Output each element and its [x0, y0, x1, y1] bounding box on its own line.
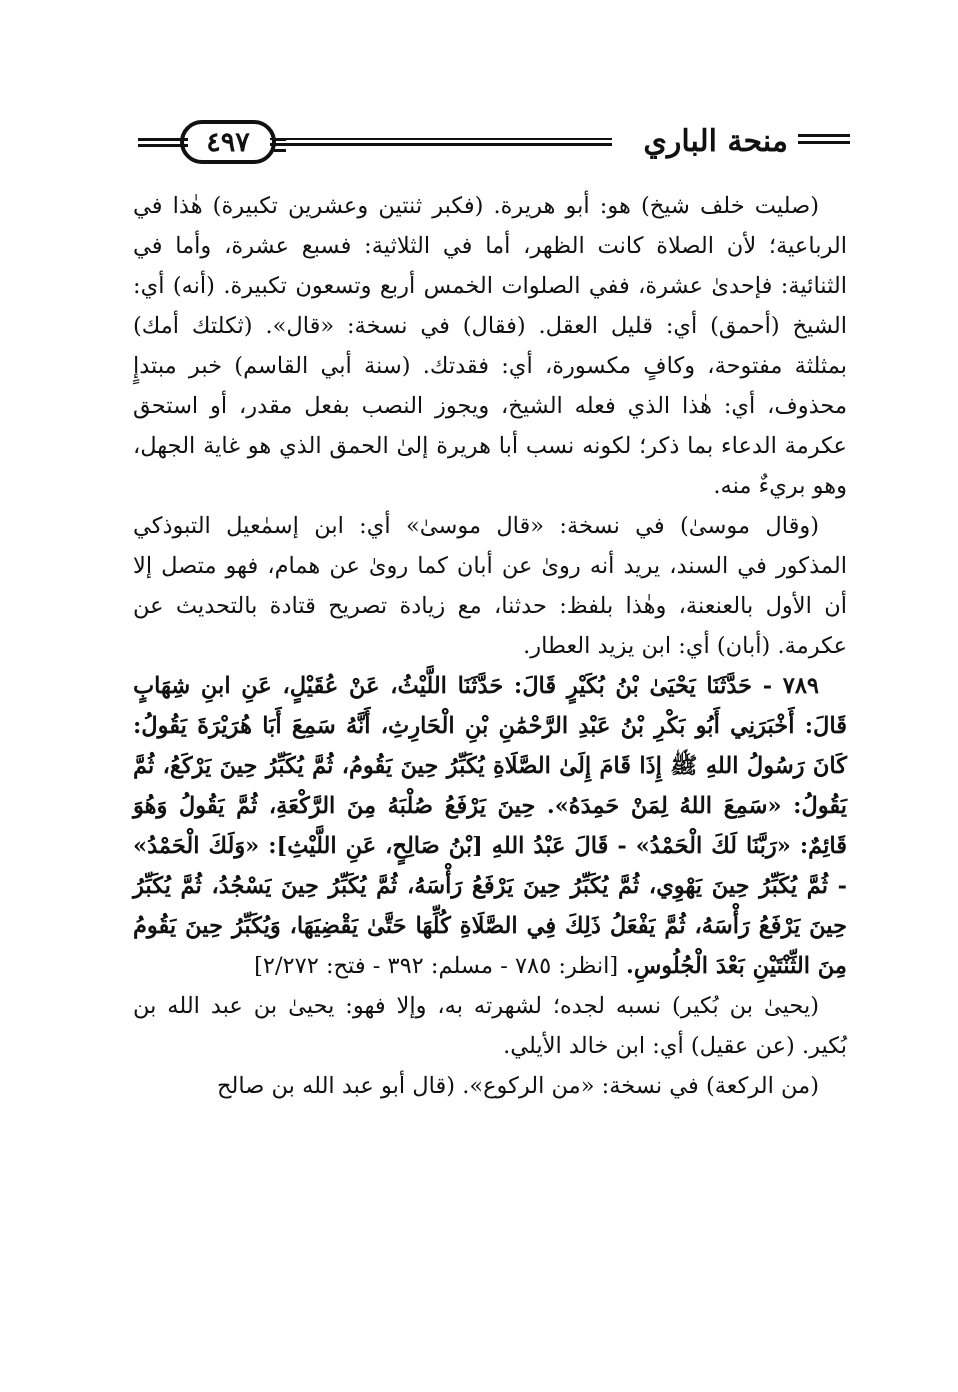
header-rule: [270, 138, 612, 150]
page-header: [138, 118, 850, 174]
hadith-body: ٧٨٩ - حَدَّثَنَا يَحْيَىٰ بْنُ بُكَيْرٍ قَالَ: حَدَّثَنَا اللَّيْثُ، عَنْ عُقَيْلٍ، عَنِ ابنِ شِهَابٍ قَالَ: أَخْبَرَنِي أَبُو بَكْرِ بْنُ عَبْدِ الرَّحْمَٰنِ بْنِ الْحَارِثِ، أَنَّهُ سَمِعَ أَبَا هُرَيْرَةَ يَقُولُ: كَانَ رَسُولُ اللهِ ﷺ إِذَا قَامَ إِلَىٰ الصَّلَاةِ يُكَبِّرُ حِينَ يَقُومُ، ثُمَّ يُكَبِّرُ حِينَ يَرْكَعُ، ثُمَّ يَقُولُ: «سَمِعَ اللهُ لِمَنْ حَمِدَهُ». حِينَ يَرْفَعُ صُلْبَهُ مِنَ الرَّكْعَةِ، ثُمَّ يَقُولُ وَهُوَ قَائِمٌ: «رَبَّنَا لَكَ الْحَمْدُ» - قَالَ عَبْدُ اللهِ [بْنُ صَالِحٍ، عَنِ اللَّيْثِ]: «وَلَكَ الْحَمْدُ» - ثُمَّ يُكَبِّرُ حِينَ يَهْوِي، ثُمَّ يُكَبِّرُ حِينَ يَرْفَعُ رَأْسَهُ، ثُمَّ يُكَبِّرُ حِينَ يَسْجُدُ، ثُمَّ يُكَبِّرُ حِينَ يَرْفَعُ رَأْسَهُ، ثُمَّ يَفْعَلُ ذَلِكَ فِي الصَّلَاةِ كُلِّهَا حَتَّىٰ يَقْضِيَهَا، وَيُكَبِّرُ حِينَ يَقُومُ مِنَ الثِّنْتَيْنِ بَعْدَ الْجُلُوسِ.: [133, 673, 847, 979]
page-body: [133, 186, 847, 1106]
hadith-text: [133, 666, 847, 986]
book-title: منحة الباري: [643, 124, 788, 159]
commentary-paragraph: (من الركعة) في نسخة: «من الركوع». (قال أبو عبد الله بن صالح: [217, 1073, 819, 1099]
page-number: ٤٩٧: [180, 120, 276, 164]
header-ornament-right: [798, 134, 850, 148]
commentary-paragraph: (يحيىٰ بن بُكير) نسبه لجده؛ لشهرته به، وإلا فهو: يحيىٰ بن عبد الله بن بُكير. (عن عقيل) أي: ابن خالد الأيلي.: [133, 993, 847, 1059]
commentary-paragraph: (وقال موسىٰ) في نسخة: «قال موسىٰ» أي: ابن إسمٰعيل التبوذكي المذكور في السند، يريد أنه روىٰ عن أبان كما روىٰ عن همام، فهو متصل إلا أن الأول بالعنعنة، وهٰذا بلفظ: حدثنا، مع زيادة تصريح قتادة بالتحديث عن عكرمة. (أبان) أي: ابن يزيد العطار.: [133, 513, 847, 659]
commentary-paragraph: (صليت خلف شيخ) هو: أبو هريرة. (فكبر ثنتين وعشرين تكبيرة) هٰذا في الرباعية؛ لأن الصلاة كانت الظهر، أما في الثلاثية: فسبع عشرة، وأما في الثنائية: فإحدىٰ عشرة، ففي الصلوات الخمس أربع وتسعون تكبيرة. (أنه) أي: الشيخ (أحمق) أي: قليل العقل. (فقال) في نسخة: «قال». (ثكلتك أمك) بمثلثة مفتوحة، وكافٍ مكسورة، أي: فقدتك. (سنة أبي القاسم) خبر مبتدإٍ محذوف، أي: هٰذا الذي فعله الشيخ، ويجوز النصب بفعل مقدر، أو استحق عكرمة الدعاء بما ذكر؛ لكونه نسب أبا هريرة إلىٰ الحمق الذي هو غاية الجهل، وهو بريءٌ منه.: [133, 193, 847, 499]
hadith-reference: [انظر: ٧٨٥ - مسلم: ٣٩٢ - فتح: ٢/٢٧٢]: [254, 953, 619, 979]
